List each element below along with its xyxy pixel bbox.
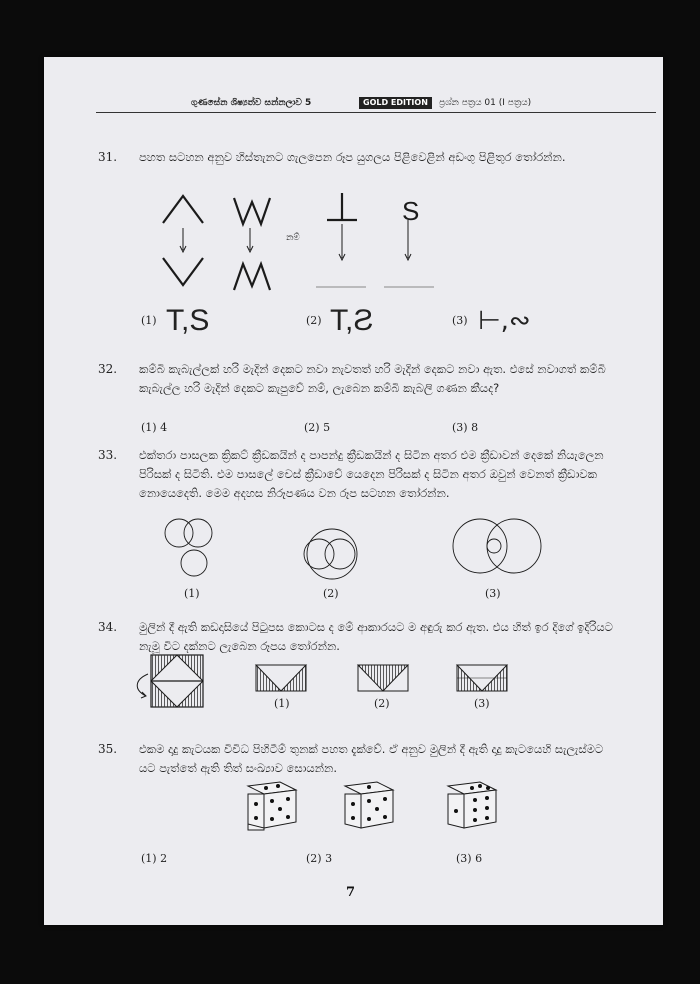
q32-option-2: (2) 5 [304, 421, 331, 434]
question-number: 32. [98, 362, 118, 376]
q34-option-3: (3) [474, 697, 490, 710]
question-text: කම්බි කැබැල්ලක් හරි මැදින් දෙකට නවා නැවතත් හරි මැදින් දෙකට නවා ඇත. එසේ නවාගත් කම්බි කැබැල්ල හරි මැදින් දෙකට කැපුවේ නම්, ලැබෙන කම්බි කැබලි ගණන කීයද? [139, 362, 606, 395]
q31-option-1: T,S [166, 304, 210, 337]
header-paper-label: ප්‍රශ්න පත්‍රය 01 (I පත්‍රය) [439, 98, 532, 108]
question-number: 31. [98, 150, 118, 164]
question-text: පහත සටහන අනුව හිස්තැනට ගැලපෙන රූප යුගලය පිළිවෙළින් අඩංගු පිළිතුර තෝරන්න. [139, 150, 566, 164]
q35-option-1: (1) 2 [141, 852, 168, 865]
q31-option-2: T,Ƨ [330, 304, 374, 337]
q33-option-2: (2) [323, 587, 339, 600]
header-title: ගුණසේන ශිෂ්‍යත්ව සන්නලාව 5 [191, 98, 312, 108]
question-number: 33. [98, 448, 118, 462]
q35-option-2: (2) 3 [306, 852, 333, 865]
q32-option-1: (1) 4 [141, 421, 168, 434]
q31-option-3-label: (3) [452, 314, 468, 327]
q33-option-1: (1) [184, 587, 200, 600]
q33-venn-diagrams [150, 516, 550, 586]
q35-dice [240, 778, 510, 834]
q34-fold-figures [130, 652, 520, 712]
question-text: එකම දාදු කැටයක විවිධ පිහිටීම් තුනක් පහත දැක්වේ. ඒ අනුව මුලින් දී ඇති දාදු කැටයෙහි සැලැස්මට යට පැත්තේ ඇති තිත් සංඛ්‍යාව සොයන්න. [139, 742, 604, 775]
svg-text:S: S [402, 196, 420, 226]
question-text: මුලින් දී ඇති කඩදාසියේ පිටුපස කොටස ද මේ ආකාරයට ම අඳුරු කර ඇත. එය හිත් ඉර දිගේ ඉදිරියට නැමූ විට දක්නට ලැබෙන රූපය තෝරන්න. [139, 620, 613, 653]
edition-badge: GOLD EDITION [359, 97, 432, 109]
q31-option-2-label: (2) [306, 314, 322, 327]
q33-option-3: (3) [485, 587, 501, 600]
page-number: 7 [346, 885, 356, 900]
q34-option-1: (1) [274, 697, 290, 710]
q35-option-3: (3) 6 [456, 852, 483, 865]
page-header [96, 96, 656, 113]
q34-option-2: (2) [374, 697, 390, 710]
question-number: 34. [98, 620, 118, 634]
q31-option-3: ⊢,∾ [478, 306, 531, 336]
q31-option-1-label: (1) [141, 314, 157, 327]
q31-mid-word: නම් [286, 233, 300, 243]
question-number: 35. [98, 742, 118, 756]
q32-option-3: (3) 8 [452, 421, 479, 434]
question-text: එක්තරා පාසලක ක්‍රිකට් ක්‍රීඩකයින් ද පාපන්දු ක්‍රීඩකයින් ද සිටින අතර එම ක්‍රීඩාවන් දෙකේ නියැලෙන පිරිසක් ද සිටිති. එම පාසලේ චෙස් ක්‍රීඩාවේ යෙදෙන පිරිසක් ද සිටින අතර ඔවුන් වෙනත් ක්‍රීඩාවක නොයෙදෙති. මෙම අදහස නිරූපණය වන රූප සටහන තෝරන්න. [139, 448, 604, 500]
q31-figure [150, 188, 450, 298]
